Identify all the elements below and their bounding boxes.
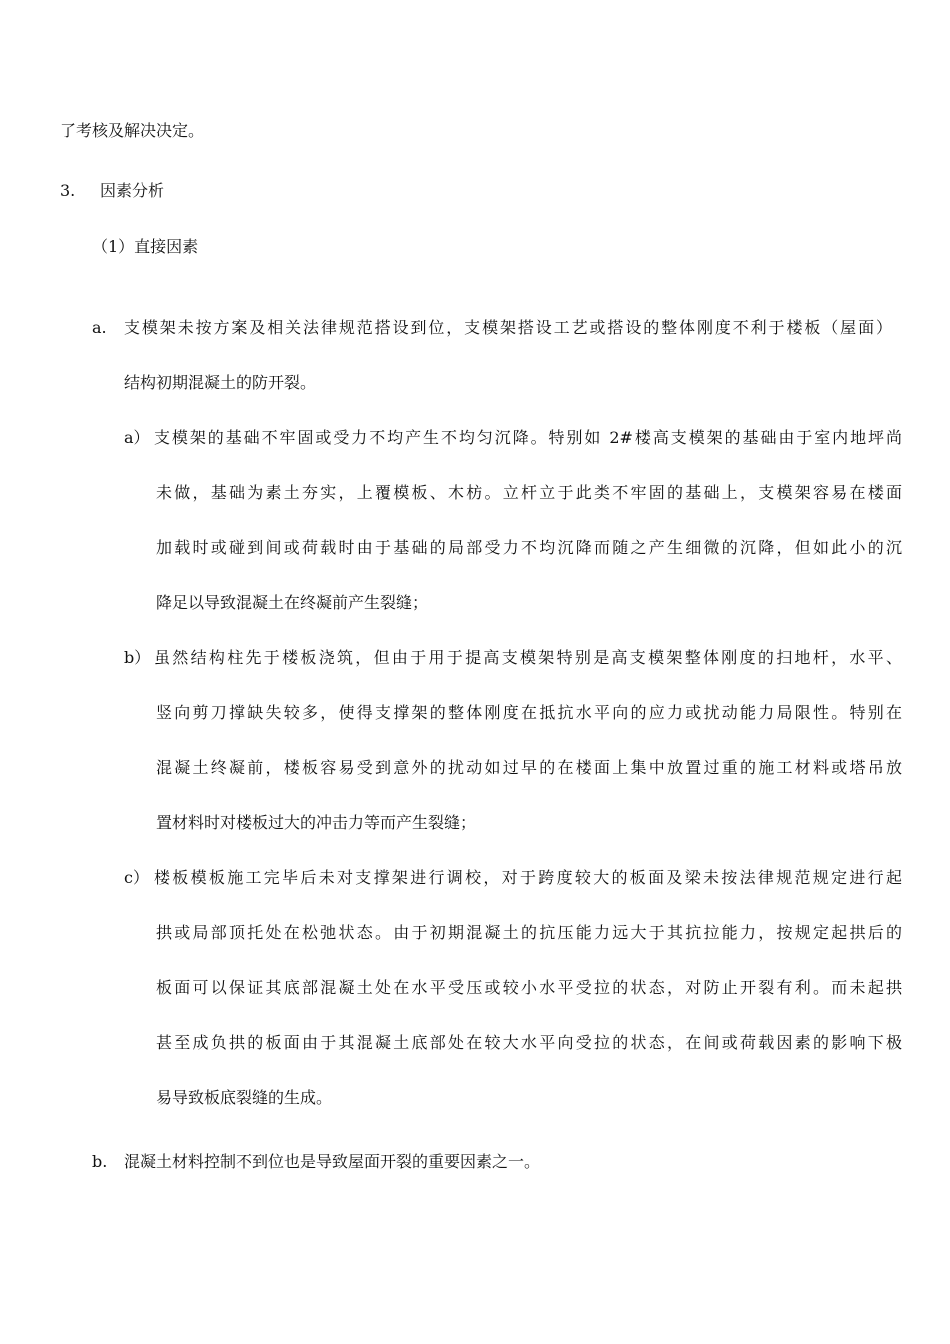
subitem-a-marker: a） [124, 428, 150, 447]
item-a-line: 结构初期混凝土的防开裂。 [124, 373, 317, 392]
item-b-marker: b. [92, 1152, 108, 1171]
subitem-c-line: 甚至成负拱的板面由于其混凝土底部处在较大水平向受拉的状态，在间或荷载因素的影响下极 [156, 1033, 902, 1052]
section-number: 3. [60, 181, 76, 200]
subitem-a-line: 未做，基础为素土夯实，上覆模板、木枋。立杆立于此类不牢固的基础上，支模架容易在楼面 [156, 483, 902, 502]
item-a-marker: a. [92, 318, 107, 337]
subitem-a-line: 支模架的基础不牢固或受力不均产生不均匀沉降。特别如 2#楼高支模架的基础由于室内地坪尚 [154, 428, 902, 447]
subitem-b-line: 置材料时对楼板过大的冲击力等而产生裂缝； [156, 813, 477, 832]
subitem-b-line: 虽然结构柱先于楼板浇筑，但由于用于提高支模架特别是高支模架整体刚度的扫地杆，水平、 [154, 648, 902, 667]
subsection-title: （1）直接因素 [92, 237, 199, 256]
subitem-a-line: 加载时或碰到间或荷载时由于基础的局部受力不均沉降而随之产生细微的沉降，但如此小的沉 [156, 538, 902, 557]
subitem-c-line: 楼板模板施工完毕后未对支撑架进行调校，对于跨度较大的板面及梁未按法律规范规定进行起 [154, 868, 902, 887]
subitem-a-line: 降足以导致混凝土在终凝前产生裂缝； [156, 593, 429, 612]
intro-text: 了考核及解决决定。 [60, 121, 205, 140]
subitem-b-marker: b） [124, 648, 151, 667]
item-a-line: 支模架未按方案及相关法律规范搭设到位，支模架搭设工艺或搭设的整体刚度不利于楼板（屋面） [124, 318, 892, 337]
section-title: 因素分析 [100, 181, 165, 200]
subitem-c-marker: c） [124, 868, 149, 887]
subitem-b-line: 竖向剪刀撑缺失较多，使得支撑架的整体刚度在抵抗水平向的应力或扰动能力局限性。特别在 [156, 703, 902, 722]
subitem-c-line: 拱或局部顶托处在松弛状态。由于初期混凝土的抗压能力远大于其抗拉能力，按规定起拱后的 [156, 923, 902, 942]
subitem-c-line: 板面可以保证其底部混凝土处在水平受压或较小水平受拉的状态，对防止开裂有利。而未起拱 [156, 978, 902, 997]
subitem-c-line: 易导致板底裂缝的生成。 [156, 1088, 333, 1107]
item-b-line: 混凝土材料控制不到位也是导致屋面开裂的重要因素之一。 [124, 1152, 541, 1171]
subitem-b-line: 混凝土终凝前，楼板容易受到意外的扰动如过早的在楼面上集中放置过重的施工材料或塔吊放 [156, 758, 902, 777]
